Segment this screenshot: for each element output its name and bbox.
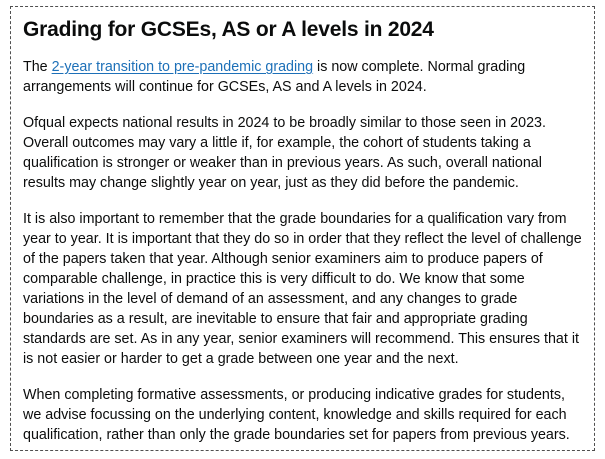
paragraph-transition-rest: is now complete. Normal grading arrangements will continue for GCSEs, AS and A levels in 2024. xyxy=(23,59,526,95)
paragraph-transition-lead: The xyxy=(23,59,52,75)
paragraph-national-results: Ofqual expects national results in 2024 to be broadly similar to those seen in 2023. Overall outcomes may vary a little if, for example, the cohort of students taking a qualification is stronger or weaker than in previous years. As such, overall national results may change slightly year on year, just as they did before the pandemic. xyxy=(23,115,546,191)
transition-grading-link[interactable]: 2-year transition to pre-pandemic grading xyxy=(51,59,314,75)
page-title: Grading for GCSEs, AS or A levels in 2024 xyxy=(23,18,434,41)
paragraph-formative-assessments: When completing formative assessments, or producing indicative grades for students, we advise focussing on the underlying content, knowledge and skills required for each qualification, rather than only the grade boundaries set for papers from previous years. xyxy=(23,387,570,443)
article-container xyxy=(10,6,595,451)
paragraph-grade-boundaries: It is also important to remember that the grade boundaries for a qualification vary from year to year. It is important that they do so in order that they reflect the level of challenge of the papers taken that year. Although senior examiners aim to produce papers of comparable challenge, in practice this is very difficult to do. We know that some variations in the level of demand of an assessment, and any changes to grade boundaries as a result, are inevitable to ensure that fair and appropriate grading standards are set. As in any year, senior examiners will recommend. This ensures that it is not easier or harder to get a grade between one year and the next. xyxy=(23,211,582,367)
paragraph-transition xyxy=(23,57,584,97)
